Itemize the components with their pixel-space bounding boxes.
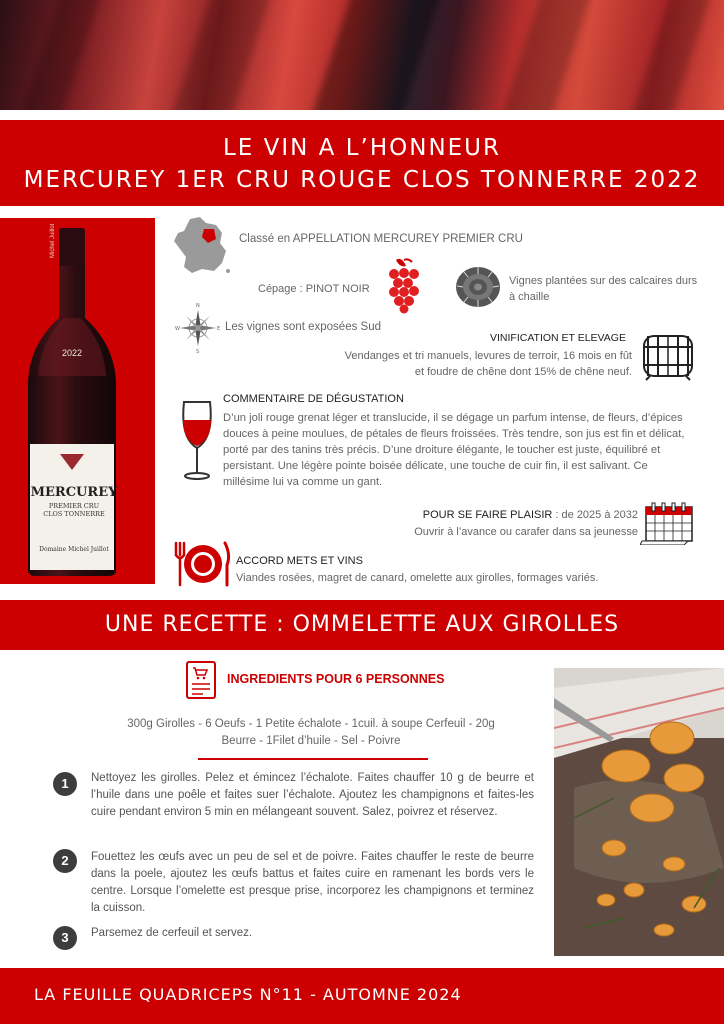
svg-text:N: N (196, 303, 200, 309)
ingredients-divider (198, 758, 428, 760)
step-3-text: Parsemez de cerfeuil et servez. (91, 927, 253, 939)
barrel-icon (640, 332, 696, 387)
step-2-text: Fouettez les œufs avec un peu de sel et de poivre. Faites chauffer le reste de beurre dans la poele, ajoutez les œufs battus et faites cuire en ramenant les bords vers le centre. Lorsque l’omelette est presque prise, incorporez les champignons et terminez la cuisson. (91, 851, 534, 914)
recipe-title: UNE RECETTE : OMMELETTE AUX GIROLLES (104, 612, 620, 637)
ammonite-fossil-icon (454, 264, 502, 315)
title-line-2: MERCUREY 1ER CRU ROUGE CLOS TONNERRE 2022 (23, 167, 701, 193)
drinking-window (390, 507, 638, 523)
drinking-advice: Ouvrir à l’avance ou carafer dans sa jeunesse (414, 526, 638, 538)
step-3-badge: 3 (53, 926, 77, 950)
chanterelles-photo (554, 668, 724, 956)
plate-cutlery-icon (171, 539, 233, 594)
grapes-icon (386, 256, 422, 319)
bottle-label-domaine: Domaine Michel Juillot (39, 546, 109, 553)
drinking-window-range: : de 2025 à 2032 (552, 509, 638, 521)
ingredients-line-2: Beurre - 1Filet d’huile - Sel - Poivre (221, 735, 401, 747)
compass-rose-icon (174, 300, 222, 359)
step-1-text: Nettoyez les girolles. Pelez et émincez l’échalote. Faites chauffer 10 g de beurre et l’huile dans une poêle et faites suer l’échalote. Ajoutez les champignons et faites-les cuire pendant environ 5 min en mélangeant souvent. Salez, poivrez et réservez. (91, 772, 534, 818)
exposure-text: Les vignes sont exposées Sud (225, 321, 381, 333)
footer-banner (0, 968, 724, 1024)
hero-fabric-photo (0, 0, 724, 110)
bottle-neck-label: Michel Juillot (50, 223, 56, 258)
france-map-icon (170, 215, 232, 282)
svg-text:E: E (217, 326, 221, 332)
calendar-icon (640, 501, 696, 550)
bottle-label-name: MERCUREY (30, 485, 118, 500)
soil-text: Vignes plantées sur des calcaires durs à chaille (509, 275, 698, 303)
step-1-badge: 1 (53, 772, 77, 796)
title-banner (0, 120, 724, 206)
vinification-text: Vendanges et tri manuels, levures de terroir, 16 mois en fût et foudre de chêne dont 15% de chêne neuf. (344, 350, 632, 378)
vinification-title: VINIFICATION ET ELEVAGE (490, 332, 626, 344)
cepage-text: Cépage : PINOT NOIR (258, 283, 370, 295)
pairing-title: ACCORD METS ET VINS (236, 555, 363, 567)
recipe-banner (0, 600, 724, 650)
ingredients-title: INGREDIENTS POUR 6 PERSONNES (227, 672, 445, 686)
wine-bottle-image (26, 223, 118, 578)
bottle-label-cru: PREMIER CRU (48, 502, 100, 510)
bottle-year: 2022 (62, 348, 83, 358)
ingredients-line-1: 300g Girolles - 6 Oeufs - 1 Petite échalote - 1cuil. à soupe Cerfeuil - 20g (127, 718, 495, 730)
drinking-window-title: POUR SE FAIRE PLAISIR (422, 509, 553, 521)
shopping-list-icon (185, 660, 217, 705)
tasting-title: COMMENTAIRE DE DÉGUSTATION (223, 393, 404, 405)
footer-text: LA FEUILLE QUADRICEPS N°11 - AUTOMNE 2024 (34, 985, 462, 1004)
step-2-badge: 2 (53, 849, 77, 873)
wine-glass-icon (180, 398, 214, 487)
title-line-1: LE VIN A L’HONNEUR (222, 135, 502, 161)
tasting-text: D’un joli rouge grenat léger et translucide, il se dégage un parfum intense, de fleurs, d’épices douces à peine moulues, de pétales de fleurs froissées. Très tendre, son jus est fin et délicat, porté par des tanins très précis. D’une droiture élégante, le toucher est juste, équilibré et persistant. Une légère pointe boisée délicate, une touche de cuir fin, il est salivant. Ce millésime lui va comme un gant. (223, 412, 685, 488)
svg-text:S: S (196, 349, 200, 354)
svg-text:W: W (175, 326, 180, 332)
pairing-text: Viandes rosées, magret de canard, omelette aux girolles, formages variés. (236, 572, 599, 584)
bottle-label-climat: CLOS TONNERRE (43, 510, 105, 518)
appellation-text: Classé en APPELLATION MERCUREY PREMIER CRU (239, 233, 523, 245)
